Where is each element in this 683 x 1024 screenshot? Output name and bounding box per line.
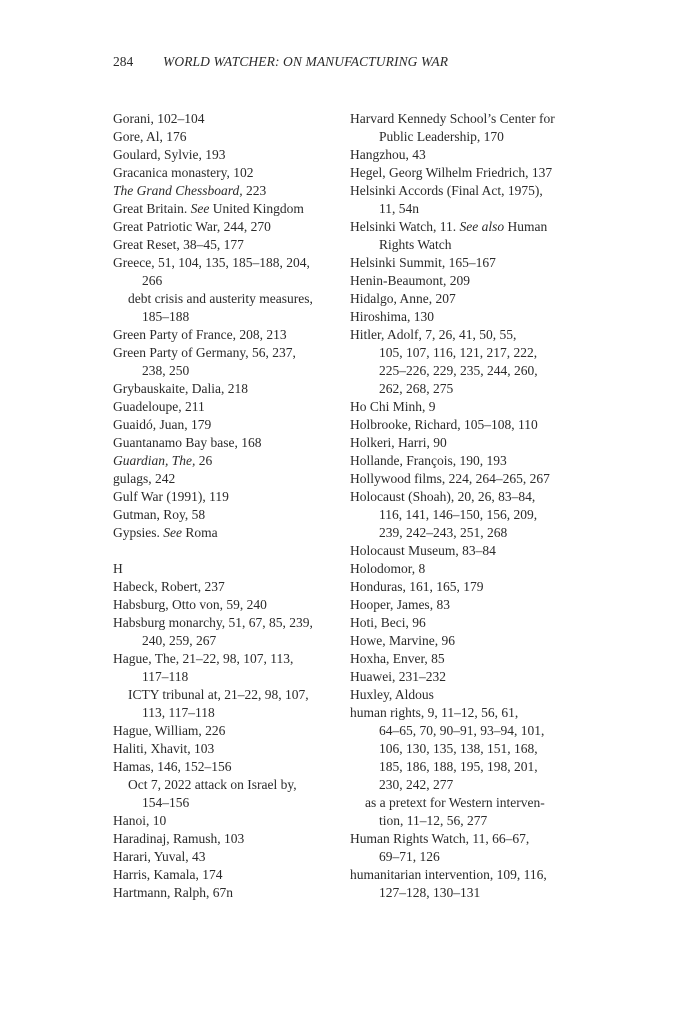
entry-text: Henin-Beaumont, 209 [350,273,470,288]
entry-text: Green Party of Germany, 56, 237, [113,345,296,360]
cross-reference-target: Roma [181,525,218,540]
entry-text: Helsinki Accords (Final Act, 1975), [350,183,543,198]
entry-line [350,182,585,200]
entry-text: Harari, Yuval, 43 [113,849,206,864]
index-entry [350,254,585,272]
entry-text: 116, 141, 146–150, 156, 209, [379,507,538,522]
index-entry [113,866,348,884]
index-subentry [113,776,348,812]
entry-line [113,722,348,740]
entry-line [113,884,348,902]
index-entry [113,596,348,614]
index-entry [113,524,348,542]
index-entry [350,416,585,434]
entry-line [113,416,348,434]
entry-line [113,578,348,596]
entry-line [113,830,348,848]
entry-line [350,524,585,542]
index-entry [113,758,348,776]
entry-line [350,650,585,668]
entry-text: Oct 7, 2022 attack on Israel by, [128,777,297,792]
entry-text: gulags, 242 [113,471,176,486]
entry-line [350,560,585,578]
entry-line [113,452,348,470]
entry-line [350,470,585,488]
entry-line [113,812,348,830]
entry-line [350,308,585,326]
index-entry [113,848,348,866]
entry-text: Helsinki Watch, 11. [350,219,460,234]
entry-line [350,740,585,758]
entry-line [113,560,348,578]
entry-line [350,236,585,254]
entry-line [350,452,585,470]
index-entry [350,560,585,578]
entry-text: Holocaust Museum, 83–84 [350,543,496,558]
entry-text: Greece, 51, 104, 135, 185–188, 204, [113,255,310,270]
index-entry [113,164,348,182]
entry-text: Ho Chi Minh, 9 [350,399,436,414]
entry-text: Hollande, François, 190, 193 [350,453,507,468]
entry-text: Holkeri, Harri, 90 [350,435,447,450]
entry-line [350,668,585,686]
entry-line [113,362,348,380]
index-entry [113,200,348,218]
entry-text: Grybauskaite, Dalia, 218 [113,381,248,396]
entry-text: Hamas, 146, 152–156 [113,759,232,774]
index-entry [350,434,585,452]
entry-text: 117–118 [142,669,189,684]
index-entry [350,488,585,542]
entry-line [113,164,348,182]
entry-line [113,704,348,722]
entry-text: Holodomor, 8 [350,561,426,576]
entry-line [113,272,348,290]
section-letter [113,560,348,578]
entry-line [350,866,585,884]
entry-text: Hague, William, 226 [113,723,226,738]
index-entry [113,398,348,416]
see-reference: See [163,525,182,540]
index-entry [113,182,348,200]
entry-line [113,758,348,776]
index-entry [350,866,585,902]
index-entry [350,614,585,632]
entry-line [113,146,348,164]
entry-text: Green Party of France, 208, 213 [113,327,287,342]
index-entry [113,218,348,236]
see-reference: See also [459,219,505,234]
entry-line [113,650,348,668]
entry-line [350,758,585,776]
entry-text: human rights, 9, 11–12, 56, 61, [350,705,519,720]
entry-text: Hartmann, Ralph, 67n [113,885,233,900]
entry-line [350,704,585,722]
entry-text: Gorani, 102–104 [113,111,205,126]
entry-text: 238, 250 [142,363,190,378]
entry-text: Holocaust (Shoah), 20, 26, 83–84, [350,489,536,504]
entry-line [113,290,348,308]
entry-line [350,884,585,902]
entry-line [350,686,585,704]
index-entry [350,164,585,182]
entry-line [350,326,585,344]
entry-line [350,794,585,812]
entry-text: 262, 268, 275 [379,381,454,396]
index-column-left [113,110,348,902]
index-subentry [113,686,348,722]
entry-text: H [113,561,123,576]
entry-line [113,776,348,794]
title-italic: The Grand Chessboard, [113,183,243,198]
entry-text: Habsburg monarchy, 51, 67, 85, 239, [113,615,313,630]
entry-text: Gutman, Roy, 58 [113,507,206,522]
index-entry [113,326,348,344]
entry-line [350,200,585,218]
entry-line [113,866,348,884]
index-entry [350,326,585,398]
entry-line [113,344,348,362]
index-entry [350,470,585,488]
entry-line [350,110,585,128]
entry-text: 26 [195,453,213,468]
entry-text: Great Patriotic War, 244, 270 [113,219,271,234]
entry-line [113,632,348,650]
index-entry [113,236,348,254]
entry-line [113,848,348,866]
entry-line [350,776,585,794]
entry-text: Hollywood films, 224, 264–265, 267 [350,471,550,486]
index-entry [350,578,585,596]
entry-line [350,146,585,164]
entry-text: 185–188 [142,309,190,324]
entry-line [350,290,585,308]
entry-text: Habeck, Robert, 237 [113,579,225,594]
index-entry [113,740,348,758]
entry-text: 240, 259, 267 [142,633,217,648]
title-italic: Guardian, The, [113,453,196,468]
entry-text: Huxley, Aldous [350,687,434,702]
entry-line [113,614,348,632]
index-entry [350,218,585,254]
entry-text: 113, 117–118 [142,705,215,720]
entry-line [113,506,348,524]
entry-text: 127–128, 130–131 [379,885,481,900]
cross-reference-target: United Kingdom [209,201,304,216]
index-entry [350,632,585,650]
entry-line [350,398,585,416]
cross-reference-target: Human [504,219,548,234]
entry-text: Hague, The, 21–22, 98, 107, 113, [113,651,294,666]
entry-text: Hitler, Adolf, 7, 26, 41, 50, 55, [350,327,517,342]
index-entry [113,254,348,290]
index-entry [350,686,585,704]
index-entry [113,722,348,740]
entry-text: Hegel, Georg Wilhelm Friedrich, 137 [350,165,553,180]
entry-text: Guadeloupe, 211 [113,399,205,414]
entry-text: Hidalgo, Anne, 207 [350,291,456,306]
entry-line [113,182,348,200]
entry-text: Hoxha, Enver, 85 [350,651,445,666]
entry-line [113,740,348,758]
index-entry [350,182,585,218]
index-entry [113,884,348,902]
index-entry [350,830,585,866]
entry-line [113,218,348,236]
entry-text: Honduras, 161, 165, 179 [350,579,484,594]
index-entry [113,380,348,398]
entry-line [113,434,348,452]
running-head [113,53,448,71]
page-number: 284 [113,54,134,69]
entry-text: 223 [242,183,267,198]
index-entry [113,416,348,434]
entry-text: Rights Watch [379,237,452,252]
entry-text: Howe, Marvine, 96 [350,633,455,648]
index-entry [350,308,585,326]
entry-text: Great Reset, 38–45, 177 [113,237,244,252]
entry-text: Harris, Kamala, 174 [113,867,223,882]
entry-line [113,596,348,614]
entry-line [113,326,348,344]
entry-line [350,344,585,362]
entry-line [350,488,585,506]
entry-text: Great Britain. [113,201,191,216]
entry-text: Gulf War (1991), 119 [113,489,229,504]
entry-text: tion, 11–12, 56, 277 [379,813,488,828]
entry-text: Hoti, Beci, 96 [350,615,426,630]
entry-line [350,380,585,398]
entry-text: 105, 107, 116, 121, 217, 222, [379,345,538,360]
entry-line [350,578,585,596]
entry-text: 64–65, 70, 90–91, 93–94, 101, [379,723,545,738]
entry-text: 106, 130, 135, 138, 151, 168, [379,741,538,756]
entry-text: 69–71, 126 [379,849,440,864]
entry-text: Hangzhou, 43 [350,147,426,162]
entry-line [350,218,585,236]
entry-line [350,506,585,524]
index-entry [113,614,348,650]
entry-text: Hooper, James, 83 [350,597,450,612]
entry-line [350,254,585,272]
entry-line [113,110,348,128]
entry-text: ICTY tribunal at, 21–22, 98, 107, [128,687,309,702]
index-entry [113,488,348,506]
entry-line [113,380,348,398]
entry-line [350,362,585,380]
index-entry [350,452,585,470]
index-entry [113,812,348,830]
entry-text: debt crisis and austerity measures, [128,291,313,306]
entry-text: Haliti, Xhavit, 103 [113,741,215,756]
entry-line [350,632,585,650]
entry-text: as a pretext for Western interven- [365,795,545,810]
index-column-right [350,110,585,902]
index-entry [113,650,348,686]
entry-text: Harvard Kennedy School’s Center for [350,111,555,126]
entry-text: Goulard, Sylvie, 193 [113,147,226,162]
section-gap [113,542,348,560]
entry-text: 239, 242–243, 251, 268 [379,525,508,540]
index-entry [113,344,348,380]
entry-line [350,416,585,434]
entry-line [113,128,348,146]
entry-line [350,722,585,740]
index-subentry [113,290,348,326]
index-entry [350,398,585,416]
index-entry [113,434,348,452]
entry-line [350,830,585,848]
entry-text: 230, 242, 277 [379,777,454,792]
index-entry [113,146,348,164]
index-entry [113,830,348,848]
entry-text: Gracanica monastery, 102 [113,165,254,180]
entry-text: Huawei, 231–232 [350,669,446,684]
entry-line [113,794,348,812]
entry-line [113,686,348,704]
index-entry [350,290,585,308]
index-entry [350,668,585,686]
entry-line [350,848,585,866]
index-entry [350,650,585,668]
entry-line [350,596,585,614]
see-reference: See [190,201,210,216]
entry-text: Guantanamo Bay base, 168 [113,435,262,450]
entry-line [113,200,348,218]
index-entry [350,146,585,164]
index-entry [113,452,348,470]
entry-text: Guaidó, Juan, 179 [113,417,212,432]
index-entry [350,110,585,146]
index-entry [113,506,348,524]
book-title: WORLD WATCHER: ON MANUFACTURING WAR [163,54,449,69]
entry-text: humanitarian intervention, 109, 116, [350,867,547,882]
entry-line [350,812,585,830]
entry-line [350,542,585,560]
entry-line [350,614,585,632]
index-entry [113,110,348,128]
entry-line [113,470,348,488]
entry-text: Human Rights Watch, 11, 66–67, [350,831,530,846]
entry-line [113,254,348,272]
entry-line [350,272,585,290]
index-entry [350,542,585,560]
index-entry [113,470,348,488]
entry-text: Gypsies. [113,525,164,540]
entry-text: Habsburg, Otto von, 59, 240 [113,597,267,612]
entry-line [113,488,348,506]
entry-text: 11, 54n [379,201,419,216]
entry-line [350,128,585,146]
entry-text: Gore, Al, 176 [113,129,187,144]
entry-text: Hiroshima, 130 [350,309,434,324]
entry-line [113,236,348,254]
entry-line [113,308,348,326]
entry-text: Helsinki Summit, 165–167 [350,255,496,270]
entry-text: 225–226, 229, 235, 244, 260, [379,363,538,378]
index-entry [113,578,348,596]
entry-line [113,524,348,542]
entry-text: 154–156 [142,795,190,810]
entry-text: 266 [142,273,163,288]
index-entry [113,128,348,146]
entry-line [113,668,348,686]
index-subentry [350,794,585,830]
entry-line [113,398,348,416]
entry-text: Haradinaj, Ramush, 103 [113,831,245,846]
entry-text: 185, 186, 188, 195, 198, 201, [379,759,538,774]
index-entry [350,704,585,794]
entry-text: Public Leadership, 170 [379,129,504,144]
entry-text: Hanoi, 10 [113,813,167,828]
entry-text: Holbrooke, Richard, 105–108, 110 [350,417,538,432]
entry-line [350,164,585,182]
entry-line [350,434,585,452]
index-entry [350,272,585,290]
index-entry [350,596,585,614]
